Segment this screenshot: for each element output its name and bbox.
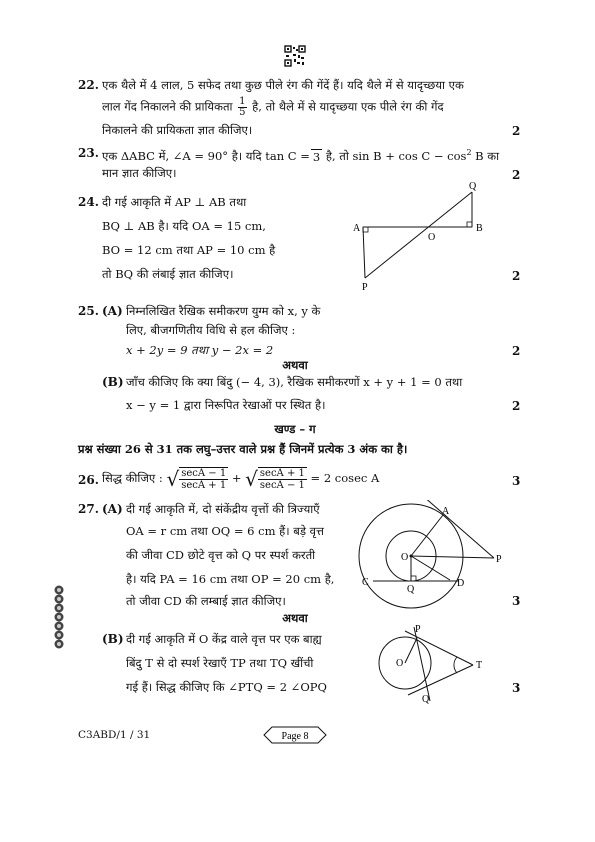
q23-line1a: एक ΔABC में, ∠A = 90° है। यदि tan C =: [102, 148, 310, 163]
q24-figure: [345, 178, 495, 293]
fig24-label-b: B: [476, 223, 483, 234]
fig27b-label-o: O: [396, 658, 404, 669]
q27-part-a: (A): [102, 502, 123, 516]
q23-line1b: है, तो sin B + cos C − cos: [325, 148, 467, 163]
q25b-line1: जाँच कीजिए कि क्या बिंदु (− 4, 3), रैखिक समीकरणों x + y + 1 = 0 तथा: [126, 375, 463, 389]
q26-prefix: सिद्ध कीजिए :: [102, 471, 163, 485]
fraction-two-den: secA − 1: [259, 480, 305, 491]
fig27b-label-p: P: [415, 624, 421, 635]
fraction-two: [258, 467, 307, 491]
q23-line2: मान ज्ञात कीजिए।: [102, 166, 177, 180]
q22-line3: निकालने की प्रायिकता ज्ञात कीजिए।: [102, 123, 253, 137]
fig27a-label-o: O: [401, 552, 409, 563]
q27a-marks: 3: [512, 594, 521, 608]
fig27a-label-c: C: [362, 577, 369, 588]
q24-line2: BQ ⊥ AB है। यदि OA = 15 cm,: [102, 219, 266, 233]
q27-number: 27.: [78, 502, 99, 516]
page-badge: [263, 726, 327, 748]
q27b-line3: गई हैं। सिद्ध कीजिए कि ∠PTQ = 2 ∠OPQ: [126, 680, 327, 694]
q27-or: अथवा: [282, 611, 308, 625]
q26-plus: +: [231, 471, 242, 485]
fig27b-label-q: Q: [422, 694, 430, 704]
fig24-label-o: O: [428, 232, 436, 243]
q25a-line2: लिए, बीजगणितीय विधि से हल कीजिए :: [126, 323, 296, 337]
fig24-label-q: Q: [469, 181, 477, 192]
q26-rhs: = 2 cosec A: [310, 471, 380, 485]
q27a-line2: OA = r cm तथा OQ = 6 cm हैं। बड़े वृत्त: [126, 524, 324, 538]
fig24-label-p: P: [362, 282, 368, 293]
section-title: खण्ड – ग: [274, 422, 316, 436]
q27a-line5: तो जीवा CD की लम्बाई ज्ञात कीजिए।: [126, 594, 286, 608]
q24-line1: दी गई आकृति में AP ⊥ AB तथा: [102, 195, 247, 209]
fig27a-label-q: Q: [407, 584, 415, 595]
q27b-marks: 3: [512, 681, 521, 695]
radical-icon: √: [245, 467, 258, 491]
radical-icon: √: [166, 467, 180, 491]
margin-dots: [52, 585, 66, 655]
section-instruction: प्रश्न संख्या 26 से 31 तक लघु–उत्तर वाले प्रश्न हैं जिनमें प्रत्येक 3 अंक का है।: [78, 442, 408, 456]
q24-number: 24.: [78, 195, 99, 209]
q22-marks: 2: [512, 124, 521, 138]
probability-fraction: [238, 97, 246, 118]
q23-superscript: 2: [466, 148, 472, 157]
sqrt-value: 3: [312, 150, 321, 165]
fraction-two-num: secA + 1: [259, 468, 305, 479]
q22-line2b: है, तो थैले में से यादृच्छया एक पीले रंग की गेंद: [252, 99, 444, 114]
q25a-line1: निम्नलिखित रैखिक समीकरण युग्म को x, y के: [126, 304, 321, 318]
q27-part-b: (B): [102, 632, 124, 646]
q25a-marks: 2: [512, 344, 521, 358]
fraction-one: [179, 467, 228, 491]
q25b-marks: 2: [512, 399, 521, 413]
fig27a-label-p: P: [496, 554, 502, 565]
q25-part-b: (B): [102, 375, 124, 389]
fig27a-label-a: A: [442, 506, 450, 517]
fig27b-label-t: T: [476, 660, 483, 671]
fraction-numerator: 1: [239, 96, 246, 107]
q25-or: अथवा: [282, 358, 308, 372]
q25-part-a: (A): [102, 304, 123, 318]
q24-line4: तो BQ की लंबाई ज्ञात कीजिए।: [102, 267, 234, 281]
sqrt-three: [311, 149, 322, 164]
q24-marks: 2: [512, 269, 521, 283]
q23-number: 23.: [78, 146, 99, 160]
fraction-one-num: secA − 1: [181, 468, 227, 479]
q27a-figure: [355, 500, 510, 615]
q27b-line1: दी गई आकृति में O केंद्र वाले वृत्त पर एक बाह्य: [126, 632, 322, 646]
q23-line1: [102, 146, 499, 164]
fig24-label-a: A: [353, 223, 361, 234]
fig27a-label-d: D: [457, 578, 465, 589]
q27a-line4: है। यदि PA = 16 cm तथा OP = 20 cm है,: [126, 572, 335, 586]
q25b-line2: x − y = 1 द्वारा निरूपित रेखाओं पर स्थित है।: [126, 398, 326, 412]
fraction-one-den: secA + 1: [181, 480, 227, 491]
footer-code: C3ABD/1 / 31: [78, 729, 151, 741]
q23-line1c: B का: [471, 148, 500, 163]
q24-line3: BO = 12 cm तथा AP = 10 cm है: [102, 243, 276, 257]
q23-marks: 2: [512, 168, 521, 182]
q25a-line3: x + 2y = 9 तथा y − 2x = 2: [126, 343, 274, 357]
q26-marks: 3: [512, 474, 521, 488]
q25-number: 25.: [78, 304, 99, 318]
page-number: Page 8: [281, 731, 309, 742]
q26-number: 26.: [78, 473, 99, 487]
q27a-line1: दी गई आकृति में, दो संकेंद्रीय वृत्तों की त्रिज्याएँ: [126, 502, 320, 516]
q27b-figure: [375, 622, 495, 704]
q22-line2: [102, 97, 444, 118]
qr-code: [284, 45, 306, 67]
q22-line2a: लाल गेंद निकालने की प्रायिकता: [102, 99, 233, 114]
q27b-line2: बिंदु T से दो स्पर्श रेखाएँ TP तथा TQ खींची: [126, 656, 314, 670]
q27a-line3: की जीवा CD छोटे वृत्त को Q पर स्पर्श करती: [126, 548, 316, 562]
q22-line1: एक थैले में 4 लाल, 5 सफेद तथा कुछ पीले रंग की गेंदें हैं। यदि थैले में से यादृच्छया एक: [102, 78, 464, 92]
q26-expression: [102, 463, 379, 494]
q22-number: 22.: [78, 78, 99, 92]
fraction-denominator: 5: [239, 107, 246, 118]
